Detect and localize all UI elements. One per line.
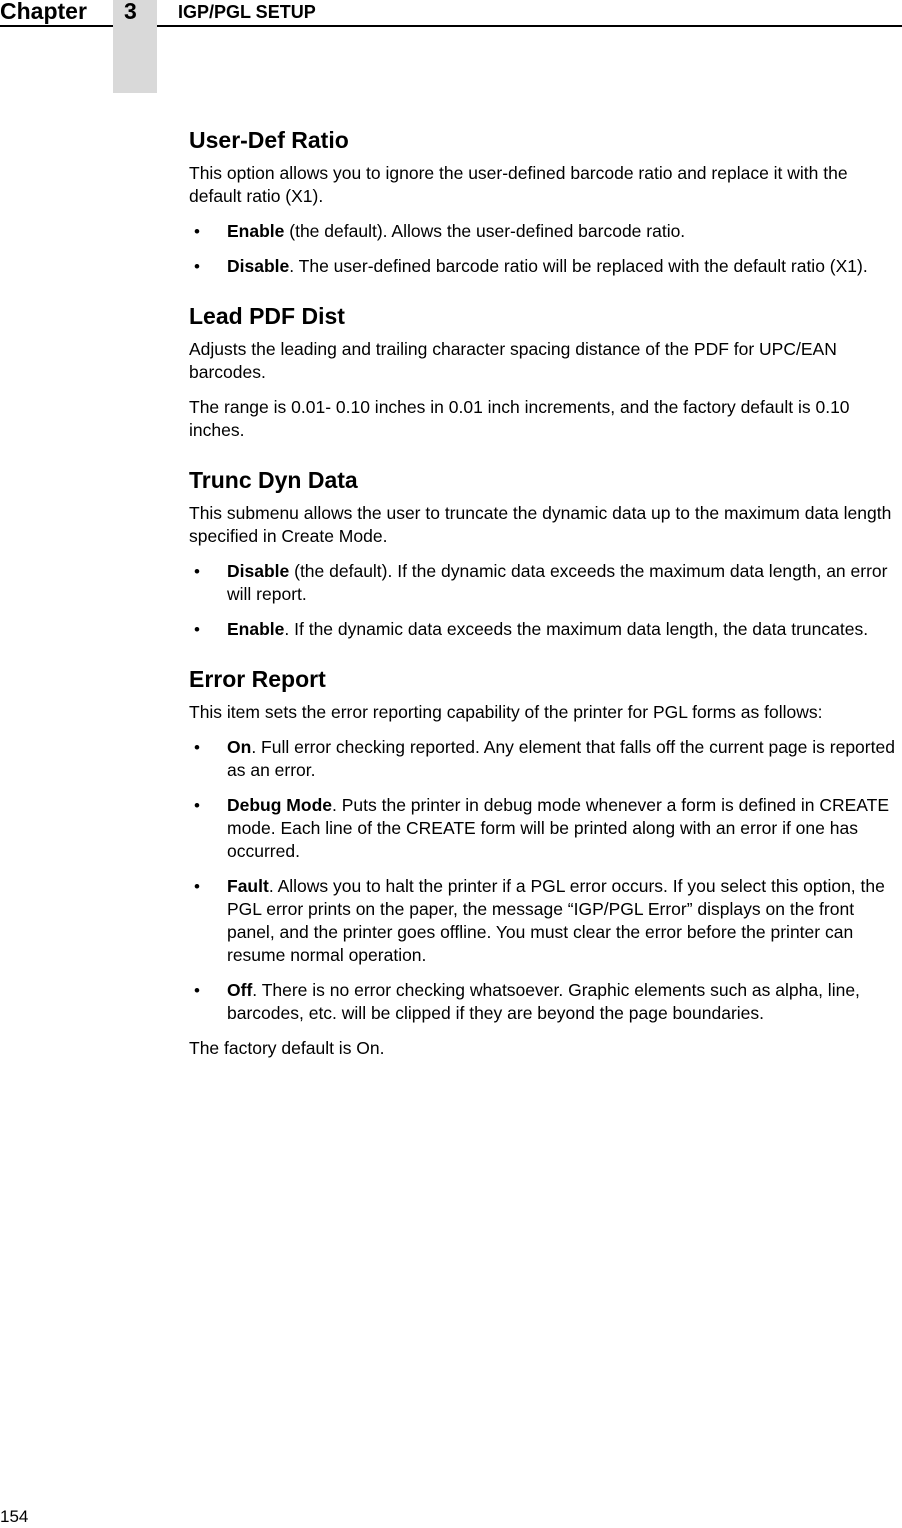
section-error-report (189, 665, 899, 1060)
section-lead-pdf-dist (189, 302, 899, 442)
option-description: . Full error checking reported. Any element that falls off the current page is reported as an error. (227, 737, 895, 780)
bullet-glyph: • (194, 562, 200, 581)
option-description: (the default). Allows the user-defined barcode ratio. (284, 221, 686, 241)
option-description: . If the dynamic data exceeds the maximum data length, the data truncates. (284, 619, 869, 639)
section-paragraph: This item sets the error reporting capability of the printer for PGL forms as follows: (189, 702, 823, 722)
page-content (189, 126, 899, 1084)
chapter-number: 3 (124, 0, 137, 24)
section-paragraph: This submenu allows the user to truncate the dynamic data up to the maximum data length specified in Create Mode. (189, 503, 892, 546)
bullet-list (189, 220, 899, 278)
chapter-label: Chapter (0, 0, 87, 24)
bullet-glyph: • (194, 620, 200, 639)
section-paragraph: Adjusts the leading and trailing character spacing distance of the PDF for UPC/EAN barcodes. (189, 339, 837, 382)
option-description: . The user-defined barcode ratio will be replaced with the default ratio (X1). (289, 256, 868, 276)
list-item (189, 979, 899, 1025)
section-paragraph: This option allows you to ignore the user-defined barcode ratio and replace it with the default ratio (X1). (189, 163, 848, 206)
bullet-glyph: • (194, 796, 200, 815)
list-item (189, 736, 899, 782)
section-heading: Error Report (189, 666, 326, 692)
section-trunc-dyn-data (189, 466, 899, 641)
option-term: Disable (227, 256, 290, 276)
bullet-glyph: • (194, 981, 200, 1000)
list-item (189, 618, 899, 641)
section-user-def-ratio (189, 126, 899, 278)
option-term: On (227, 737, 252, 757)
option-term: Disable (227, 561, 290, 581)
bullet-list (189, 560, 899, 641)
option-description: . There is no error checking whatsoever. Graphic elements such as alpha, line, barcodes, etc. will be clipped if they are beyond the page boundaries. (227, 980, 860, 1023)
option-term: Debug Mode (227, 795, 332, 815)
bullet-glyph: • (194, 738, 200, 757)
section-paragraph: The range is 0.01- 0.10 inches in 0.01 inch increments, and the factory default is 0.10 inches. (189, 397, 850, 440)
option-term: Enable (227, 619, 285, 639)
option-term: Fault (227, 876, 269, 896)
page-number: 154 (0, 1507, 29, 1526)
closing-note: The factory default is On. (189, 1038, 385, 1058)
option-term: Enable (227, 221, 285, 241)
option-description: (the default). If the dynamic data exceeds the maximum data length, an error will report. (227, 561, 888, 604)
list-item (189, 220, 899, 243)
option-description: . Puts the printer in debug mode whenever a form is defined in CREATE mode. Each line of the CREATE form will be printed along with an error if one has occurred. (227, 795, 890, 861)
list-item (189, 560, 899, 606)
section-heading: User-Def Ratio (189, 127, 349, 153)
list-item (189, 875, 899, 967)
chapter-title: IGP/PGL SETUP (178, 2, 316, 22)
section-heading: Trunc Dyn Data (189, 467, 358, 493)
list-item (189, 255, 899, 278)
list-item (189, 794, 899, 863)
option-description: . Allows you to halt the printer if a PGL error occurs. If you select this option, the PGL error prints on the paper, the message “IGP/PGL Error” displays on the front panel, and the printer goes offline. You must clear the error before the printer can resume normal operation. (227, 876, 885, 965)
bullet-list (189, 736, 899, 1025)
section-heading: Lead PDF Dist (189, 303, 345, 329)
option-term: Off (227, 980, 253, 1000)
bullet-glyph: • (194, 257, 200, 276)
bullet-glyph: • (194, 877, 200, 896)
bullet-glyph: • (194, 222, 200, 241)
